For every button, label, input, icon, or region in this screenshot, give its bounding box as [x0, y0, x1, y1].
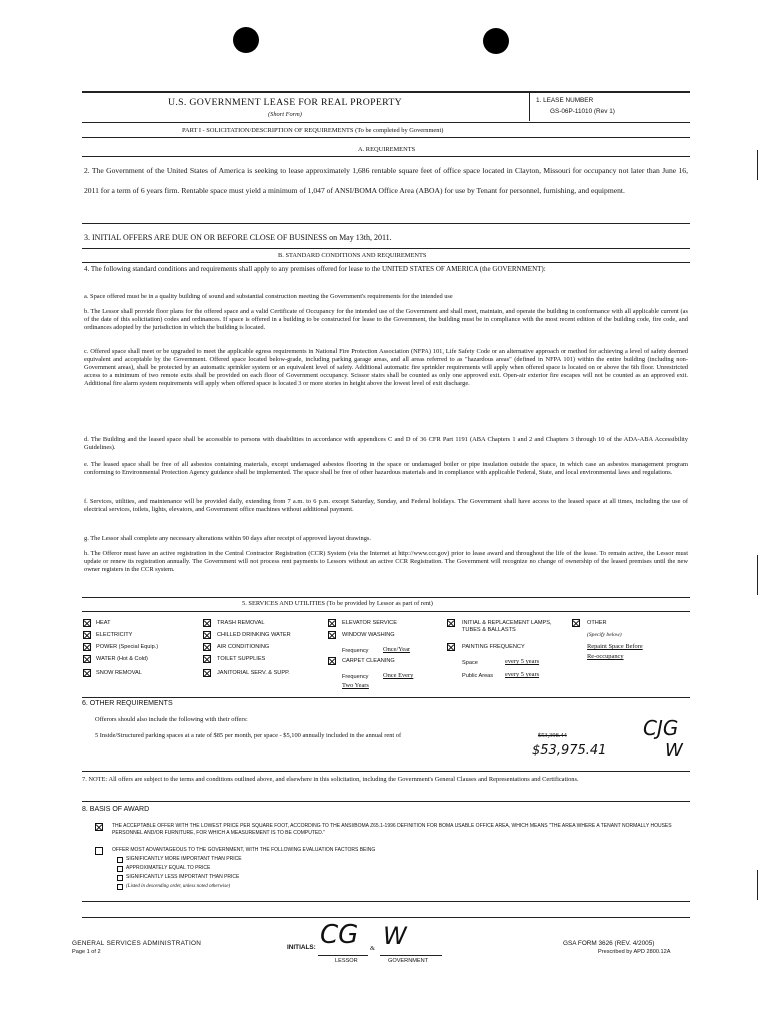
award-option-best-value: OFFER MOST ADVANTAGEOUS TO THE GOVERNMENT, WITH THE FOLLOWING EVALUATION FACTORS BEING — [112, 847, 376, 853]
service-label: TOILET SUPPLIES — [217, 656, 266, 662]
condition-item-4: 4. The following standard conditions and requirements shall apply to any premises offered for lease to the UNITED STATES OF AMERICA (the GOVERNMENT): — [84, 265, 546, 273]
condition-h: h. The Offeror must have an active registration in the Central Contractor Registration (CCR) System (via the Internet at http://www.ccr.gov) prior to lease award and throughout the life of the lease. To remain active, the Lessor must update or renew its registration annually. The Government will not process rent payments to Lessors without an active CCR Registration. The Government will recognize no change of ownership of the leased premises until the new owner registers in the CCR system. — [84, 550, 688, 573]
condition-b: b. The Lessor shall provide floor plans for the offered space and a valid Certificate of Occupancy for the intended use of the Government and shall meet, maintain, and operate the building in conformance with all applicable current (as of the date of this solicitation) codes and ordinances. If space is offered in a building to be constructed for lease to the Government, the building must be in compliance with the most recent edition of the building code, fire code, and ordinances adopted by the jurisdiction in which the building is located. — [84, 308, 688, 331]
condition-e: e. The leased space shall be free of all asbestos containing materials, except undamaged asbestos flooring in the space or undamaged boiler or pipe insulation outside the space, in which case an asbestos management program conforming to Environmental Protection Agency guidance shall be implemented. The space shall be free of other hazardous materials and in compliance with applicable Federal, State, and local environmental laws and regulations. — [84, 461, 688, 476]
lessor-initials-signature: CG — [320, 920, 359, 950]
award-rule-2 — [82, 917, 690, 918]
window-frequency-value: Once/Year — [383, 646, 411, 653]
part1-title: PART I - SOLICITATION/DESCRIPTION OF REQUIREMENTS (To be completed by Government) — [182, 127, 444, 134]
eval-factor-label: SIGNIFICANTLY LESS IMPORTANT THAN PRICE — [126, 874, 240, 880]
handwritten-rent-amount: $53,975.41 — [532, 743, 607, 758]
initials-label: INITIALS: — [287, 944, 316, 951]
space-painting-value: every 5 years — [505, 658, 540, 665]
public-areas-label: Public Areas — [462, 673, 494, 679]
eval-factor-checkbox[interactable] — [117, 884, 123, 890]
lamps-checkbox[interactable] — [447, 619, 455, 627]
condition-a: a. Space offered must be in a quality building of sound and substantial construction meeting the Government's requirements for the intended use — [84, 293, 453, 300]
services-title: 5. SERVICES AND UTILITIES (To be provided by Lessor as part of rent) — [242, 600, 433, 607]
service-label: SNOW REMOVAL — [96, 670, 142, 676]
scan-margin-line — [757, 870, 758, 900]
header-top-rule — [82, 91, 690, 93]
electricity-checkbox[interactable] — [83, 631, 91, 639]
eval-factor-label: APPROXIMATELY EQUAL TO PRICE — [126, 865, 211, 871]
service-label: JANITORIAL SERV. & SUPP. — [217, 670, 290, 676]
public-painting-value: every 5 years — [505, 671, 540, 678]
eval-factor-checkbox[interactable] — [117, 875, 123, 881]
part1-rule — [82, 137, 690, 138]
services-rule — [82, 611, 690, 612]
service-label: WATER (Hot & Cold) — [96, 656, 148, 662]
toilet-supplies-checkbox[interactable] — [203, 655, 211, 663]
section-a-rule — [82, 156, 690, 157]
footer-agency: GENERAL SERVICES ADMINISTRATION — [72, 940, 202, 947]
services-bottom-rule — [82, 697, 690, 698]
other-requirements-title: 6. OTHER REQUIREMENTS — [82, 700, 173, 707]
service-label: WINDOW WASHING — [342, 632, 395, 638]
other-req-rule — [82, 771, 690, 772]
service-label: TRASH REMOVAL — [217, 620, 265, 626]
heat-checkbox[interactable] — [83, 619, 91, 627]
lessor-label: LESSOR — [335, 958, 358, 964]
chilled-water-checkbox[interactable] — [203, 631, 211, 639]
eval-factor-label: SIGNIFICANTLY MORE IMPORTANT THAN PRICE — [126, 856, 242, 862]
note-rule — [82, 801, 690, 802]
scan-margin-line — [757, 555, 758, 595]
condition-f: f. Services, utilities, and maintenance will be provided daily, extending from 7 a.m. to 6 p.m. except Saturday, Sunday, and Federal holidays. The Government shall have access to the leased space at all times, including the use of electrical services, toilets, lights, elevators, and Government office machines without additional payment. — [84, 498, 688, 513]
government-initials-line — [380, 955, 442, 956]
section-a-title: A. REQUIREMENTS — [358, 146, 416, 153]
scan-margin-line — [757, 150, 758, 180]
award-option-lowest-price-checkbox[interactable] — [95, 823, 103, 831]
carpet-cleaning-checkbox[interactable] — [328, 657, 336, 665]
prescribed-by: Prescribed by APD 2800.12A — [598, 949, 671, 955]
item2-rule — [82, 223, 690, 224]
footer-page: Page 1 of 2 — [72, 949, 101, 955]
specify-label: (Specify below) — [587, 632, 622, 638]
service-label: CHILLED DRINKING WATER — [217, 632, 291, 638]
lease-number-label: 1. LEASE NUMBER — [536, 97, 594, 104]
carpet-frequency-value-2: Two Years — [342, 682, 369, 689]
government-initials-signature: W — [383, 922, 407, 950]
other-requirements-line-2: 5 Inside/Structured parking spaces at a rate of $85 per month, per space - $5,100 annually included in the annual rent of — [95, 732, 402, 739]
condition-d: d. The Building and the leased space shall be accessible to persons with disabilities in accordance with appendices C and D of 36 CFR Part 1191 (ABA Chapters 1 and 2 and Chapters 3 through 10 of the ADA-ABA Accessibility Guidelines). — [84, 436, 688, 451]
service-label: HEAT — [96, 620, 111, 626]
power-checkbox[interactable] — [83, 643, 91, 651]
frequency-label: Frequency — [342, 674, 369, 680]
service-label: OTHER — [587, 620, 607, 626]
award-option-best-value-checkbox[interactable] — [95, 847, 103, 855]
other-requirements-line-1: Offerors should also include the following with their offers: — [95, 716, 248, 723]
handwritten-initials-2: W — [665, 740, 683, 761]
item3-rule — [82, 248, 690, 249]
air-conditioning-checkbox[interactable] — [203, 643, 211, 651]
note-7: 7. NOTE: All offers are subject to the terms and conditions outlined above, and elsewhere in this solicitation, including the Government's General Clauses and Representations and Certifications. — [82, 776, 579, 783]
eval-factor-checkbox[interactable] — [117, 857, 123, 863]
snow-removal-checkbox[interactable] — [83, 669, 91, 677]
handwritten-initials-1: CJG — [643, 716, 679, 740]
services-rule-top — [82, 597, 690, 598]
lease-number-value: GS-06P-11010 (Rev 1) — [550, 108, 615, 115]
janitorial-checkbox[interactable] — [203, 669, 211, 677]
other-checkbox[interactable] — [572, 619, 580, 627]
lessor-initials-line — [318, 955, 368, 956]
requirement-item-3: 3. INITIAL OFFERS ARE DUE ON OR BEFORE CLOSE OF BUSINESS on May 13th, 2011. — [84, 233, 392, 242]
section-b-rule — [82, 262, 690, 263]
service-label: AIR CONDITIONING — [217, 644, 270, 650]
binder-hole-right — [483, 28, 509, 54]
form-subtitle: (Short Form) — [268, 111, 302, 118]
service-label: POWER (Special Equip.) — [96, 644, 159, 650]
service-label: INITIAL & REPLACEMENT LAMPS, TUBES & BALLASTS — [462, 620, 552, 633]
water-checkbox[interactable] — [83, 655, 91, 663]
frequency-label: Frequency — [342, 648, 369, 654]
service-label: ELEVATOR SERVICE — [342, 620, 397, 626]
condition-c: c. Offered space shall meet or be upgraded to meet the applicable egress requirements in National Fire Protection Association (NFPA) 101, Life Safety Code or an alternative approach or method for achieving a level of safety deemed equivalent and acceptable by the Government. Offered space located below-grade, including parking garage areas, and all areas referred to as "hazardous areas" (defined in NFPA 101) within the entire building (including non-Government areas), shall be protected by an automatic sprinkler system or an equivalent level of safety. Additional automatic fire sprinkler requirements will apply when offered space is located on or above the 6th floor. Unrestricted access to a minimum of two remote exits shall be provided on each floor of Government occupancy. Scissor stairs shall be counted as only one approved exit. Open-air exterior fire escapes will not be counted as an approved exit. Additional fire alarm system requirements will apply when offered space is located 3 or more stories in height above the lowest level of exit discharge. — [84, 348, 688, 387]
other-text-line-2: Re-occupancy — [587, 653, 624, 660]
service-label: ELECTRICITY — [96, 632, 133, 638]
binder-hole-left — [233, 27, 259, 53]
government-label: GOVERNMENT — [388, 958, 429, 964]
carpet-frequency-value: Once Every — [383, 672, 414, 679]
other-text-line-1: Repaint Space Before — [587, 643, 643, 650]
header-rule — [82, 122, 690, 123]
header-divider — [529, 93, 530, 121]
space-label: Space — [462, 660, 478, 666]
struck-rent-amount: $53,398.44 — [538, 732, 567, 739]
section-b-title: B. STANDARD CONDITIONS AND REQUIREMENTS — [278, 252, 427, 259]
basis-of-award-title: 8. BASIS OF AWARD — [82, 806, 150, 813]
window-washing-checkbox[interactable] — [328, 631, 336, 639]
requirement-item-2: 2. The Government of the United States of America is seeking to lease approximately 1,686 rentable square feet of office space located in Clayton, Missouri for occupancy not later than June 16, 2011 for a term of 6 years firm. Rentable space must yield a minimum of 1,047 of ANSI/BOMA Office Area (ABOA) for use by Tenant for personnel, furnishing, and equipment. — [84, 166, 688, 195]
service-label: CARPET CLEANING — [342, 658, 395, 664]
ampersand-label: & — [370, 945, 375, 952]
eval-factor-label: (Listed in descending order, unless noted otherwise) — [126, 884, 231, 889]
condition-g: g. The Lessor shall complete any necessary alterations within 90 days after receipt of approved layout drawings. — [84, 535, 372, 542]
elevator-checkbox[interactable] — [328, 619, 336, 627]
trash-removal-checkbox[interactable] — [203, 619, 211, 627]
service-label: PAINTING FREQUENCY — [462, 644, 525, 650]
painting-checkbox[interactable] — [447, 643, 455, 651]
form-number: GSA FORM 3626 (REV. 4/2005) — [563, 940, 655, 947]
award-option-lowest-price: THE ACCEPTABLE OFFER WITH THE LOWEST PRICE PER SQUARE FOOT, ACCORDING TO THE ANSI/BOMA Z65.1-1996 DEFINITION FOR BOMA USABLE OFFICE AREA, WHICH MEANS "THE AREA WHERE A TENANT NORMALLY HOUSES PERSONNEL AND/OR FURNITURE, FOR WHICH A MEASUREMENT IS TO BE COMPUTED." — [112, 823, 672, 836]
award-rule — [82, 901, 690, 902]
eval-factor-checkbox[interactable] — [117, 866, 123, 872]
form-title: U.S. GOVERNMENT LEASE FOR REAL PROPERTY — [168, 97, 403, 108]
